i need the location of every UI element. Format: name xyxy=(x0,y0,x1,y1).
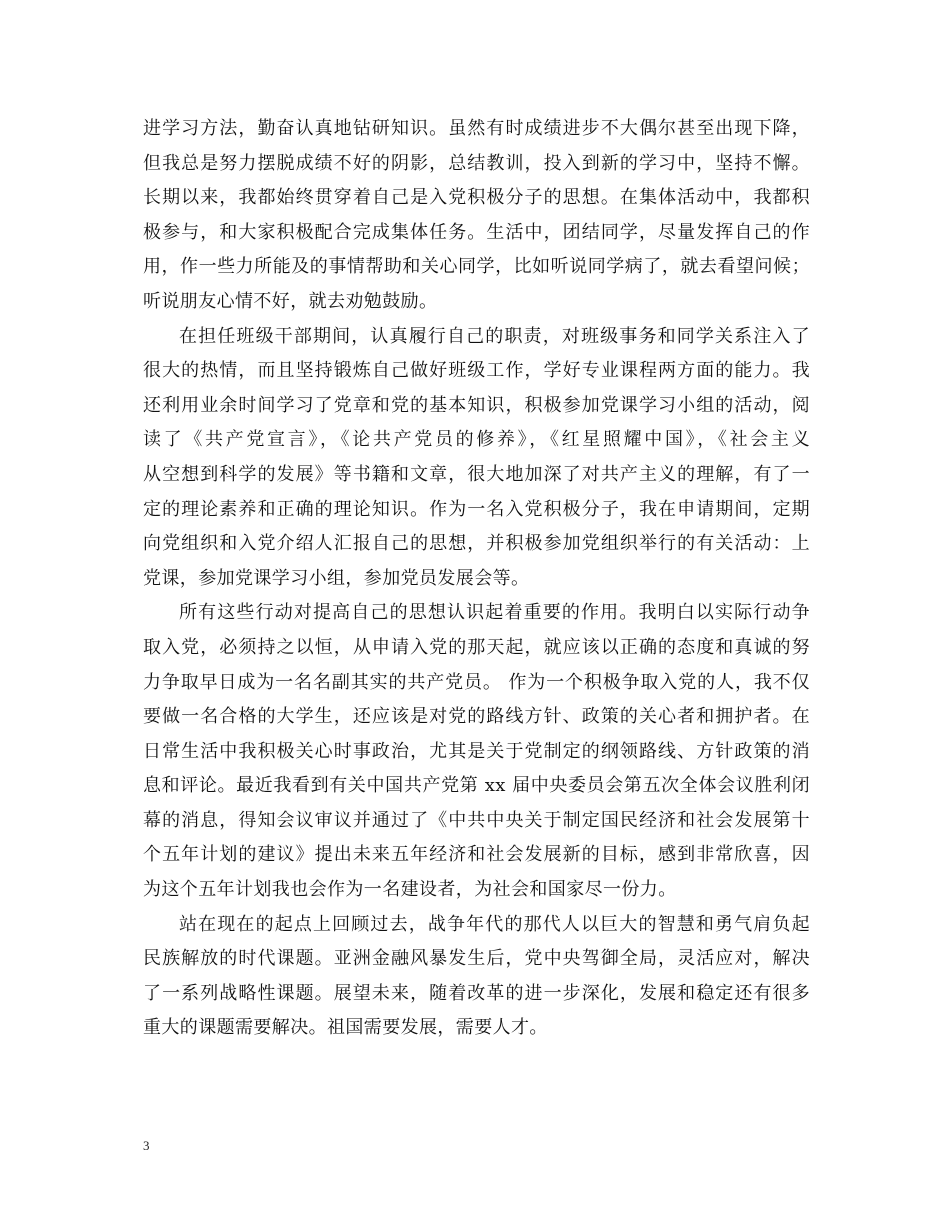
text-line: 很大的热情，而且坚持锻炼自己做好班级工作，学好专业课程两方面的能力。我 xyxy=(143,360,810,382)
text-line: 进学习方法，勤奋认真地钻研知识。虽然有时成绩进步不大偶尔甚至出现下降， xyxy=(143,118,810,139)
paragraph-1 xyxy=(143,112,810,320)
body-text xyxy=(143,112,810,1046)
text-line: 力争取早日成为一名名副其实的共产党员。 作为一个积极争取入党的人，我不仅 xyxy=(143,671,810,693)
text-line: 向党组织和入党介绍人汇报自己的思想，并积极参加党组织举行的有关活动：上 xyxy=(143,533,810,555)
text-line: 还利用业余时间学习了党章和党的基本知识，积极参加党课学习小组的活动，阅 xyxy=(143,394,810,416)
text-line: 民族解放的时代课题。亚洲金融风暴发生后，党中央驾御全局，灵活应对，解决 xyxy=(143,948,810,970)
text-line: 长期以来，我都始终贯穿着自己是入党积极分子的思想。在集体活动中，我都积 xyxy=(143,187,810,209)
text-line: 读了《共产党宣言》，《论共产党员的修养》，《红星照耀中国》，《社会主义 xyxy=(143,429,810,451)
text-line: 站在现在的起点上回顾过去，战争年代的那代人以巨大的智慧和勇气肩负起 xyxy=(179,913,810,935)
text-line: 听说朋友心情不好，就去劝勉鼓励。 xyxy=(143,290,438,312)
text-line: 要做一名合格的大学生，还应该是对党的路线方针、政策的关心者和拥护者。在 xyxy=(143,706,810,728)
text-line: 息和评论。最近我看到有关中国共产党第 xx 届中央委员会第五次全体会议胜利闭 xyxy=(143,775,810,797)
text-line: 为这个五年计划我也会作为一名建设者，为社会和国家尽一份力。 xyxy=(143,879,677,901)
text-line: 但我总是努力摆脱成绩不好的阴影，总结教训，投入到新的学习中，坚持不懈。 xyxy=(143,152,810,174)
paragraph-4 xyxy=(143,908,810,1046)
text-line: 了一系列战略性课题。展望未来，随着改革的进一步深化，发展和稳定还有很多 xyxy=(143,982,810,1004)
text-line: 在担任班级干部期间，认真履行自己的职责，对班级事务和同学关系注入了 xyxy=(179,325,810,347)
text-line: 从空想到科学的发展》等书籍和文章，很大地加深了对共产主义的理解，有了一 xyxy=(143,463,810,485)
text-line: 所有这些行动对提高自己的思想认识起着重要的作用。我明白以实际行动争 xyxy=(179,602,810,624)
text-line: 幕的消息，得知会议审议并通过了《中共中央关于制定国民经济和社会发展第十 xyxy=(143,809,810,831)
text-line: 党课，参加党课学习小组，参加党员发展会等。 xyxy=(143,567,530,589)
text-line: 定的理论素养和正确的理论知识。作为一名入党积极分子，我在申请期间，定期 xyxy=(143,498,810,520)
text-line: 日常生活中我积极关心时事政治，尤其是关于党制定的纲领路线、方针政策的消 xyxy=(143,740,810,762)
text-line: 用，作一些力所能及的事情帮助和关心同学，比如听说同学病了，就去看望问候； xyxy=(143,256,810,278)
text-line: 取入党，必须持之以恒，从申请入党的那天起，就应该以正确的态度和真诚的努 xyxy=(143,636,810,658)
page-number: 3 xyxy=(143,1138,150,1153)
paragraph-2 xyxy=(143,320,810,597)
paragraph-3 xyxy=(143,596,810,907)
text-line: 个五年计划的建议》提出未来五年经济和社会发展新的目标，感到非常欣喜，因 xyxy=(143,844,810,866)
text-line: 重大的课题需要解决。祖国需要发展，需要人才。 xyxy=(143,1017,548,1039)
text-line: 极参与，和大家积极配合完成集体任务。生活中，团结同学，尽量发挥自己的作 xyxy=(143,221,810,243)
